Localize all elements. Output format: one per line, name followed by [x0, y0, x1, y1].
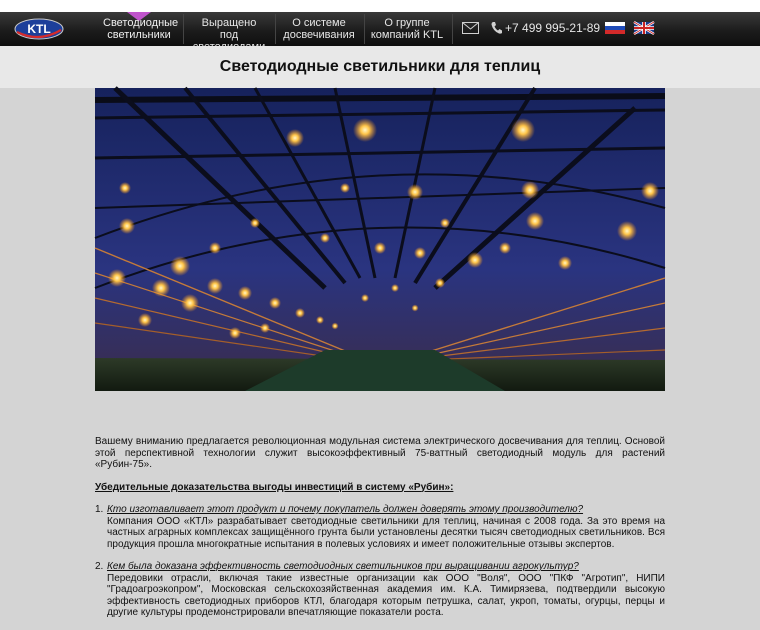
benefits-heading: Убедительные доказательства выгоды инвестиций в систему «Рубин»:	[95, 481, 454, 493]
nav-item-label: Светодиодные	[103, 17, 179, 29]
logo-text: KTL	[27, 22, 51, 36]
list-item	[95, 504, 665, 550]
ktl-logo[interactable]	[14, 18, 64, 40]
faq-list	[95, 504, 665, 619]
nav-item-about-ktl[interactable]	[370, 17, 444, 45]
nav-item-grown-under-leds[interactable]	[191, 17, 267, 45]
nav-item-label: О группе	[384, 17, 430, 29]
nav-item-label: компаний KTL	[370, 29, 444, 41]
nav-separator	[183, 14, 184, 44]
phone-number[interactable]: +7 499 995-21-89	[505, 21, 601, 35]
item-answer: Компания ООО «КТЛ» разрабатывает светодиодные светильники для теплиц, начиная с 2008 года. За это время на частных аграрных комплексах защищённого грунта были установлены десятки тысяч светодиодных светильников. Вся продукция прошла многократные испытания в полевых условиях и имеет положительные отзывы экспертов.	[107, 515, 665, 550]
item-answer: Передовики отрасли, включая такие известные организации как ООО "Воля", ООО "ПКФ "Агротип", НИПИ "Градоагроэкопром", Московская сельскохозяйственная академия им. К.А. Тимирязева, подтвердили высокую эффективность светодиодных приборов КТЛ, благодаря которым петрушка, салат, укроп, томаты, огурцы, перцы и другие культуры продемонстрировали впечатляющие показатели роста.	[107, 572, 665, 618]
nav-item-label: светильники	[107, 29, 171, 41]
list-item	[95, 561, 665, 619]
nav-item-label: досвечивания	[283, 29, 355, 41]
nav-item-label: О системе	[292, 17, 346, 29]
item-number: 2.	[95, 561, 104, 572]
intro-paragraph: Вашему вниманию предлагается революционная модульная система электрического досвечивания для теплиц. Основой этой перспективной технологии служит высокоэффективный 75-ваттный светодиодный модуль для растений «Рубин-75».	[95, 436, 665, 470]
flag-ru-icon[interactable]	[605, 22, 625, 34]
item-number: 1.	[95, 504, 104, 515]
nav-item-led-lights[interactable]	[103, 17, 179, 45]
mail-icon[interactable]	[462, 22, 479, 34]
article	[95, 436, 665, 630]
item-question: Кем была доказана эффективность светодиодных светильников при выращивании агрокультур?	[107, 561, 579, 572]
nav-separator	[452, 14, 453, 44]
top-strip	[0, 0, 760, 12]
nav-separator	[275, 14, 276, 44]
nav-item-label: Выращено под	[201, 17, 257, 41]
page-title: Светодиодные светильники для теплиц	[219, 58, 541, 75]
phone-icon	[491, 22, 502, 34]
nav-item-about-system[interactable]	[282, 17, 356, 45]
item-question: Кто изготавливает этот продукт и почему покупатель должен доверять этому производителю?	[107, 504, 584, 515]
nav-separator	[364, 14, 365, 44]
flag-uk-icon[interactable]	[634, 22, 654, 34]
greenhouse-photo	[95, 88, 665, 391]
